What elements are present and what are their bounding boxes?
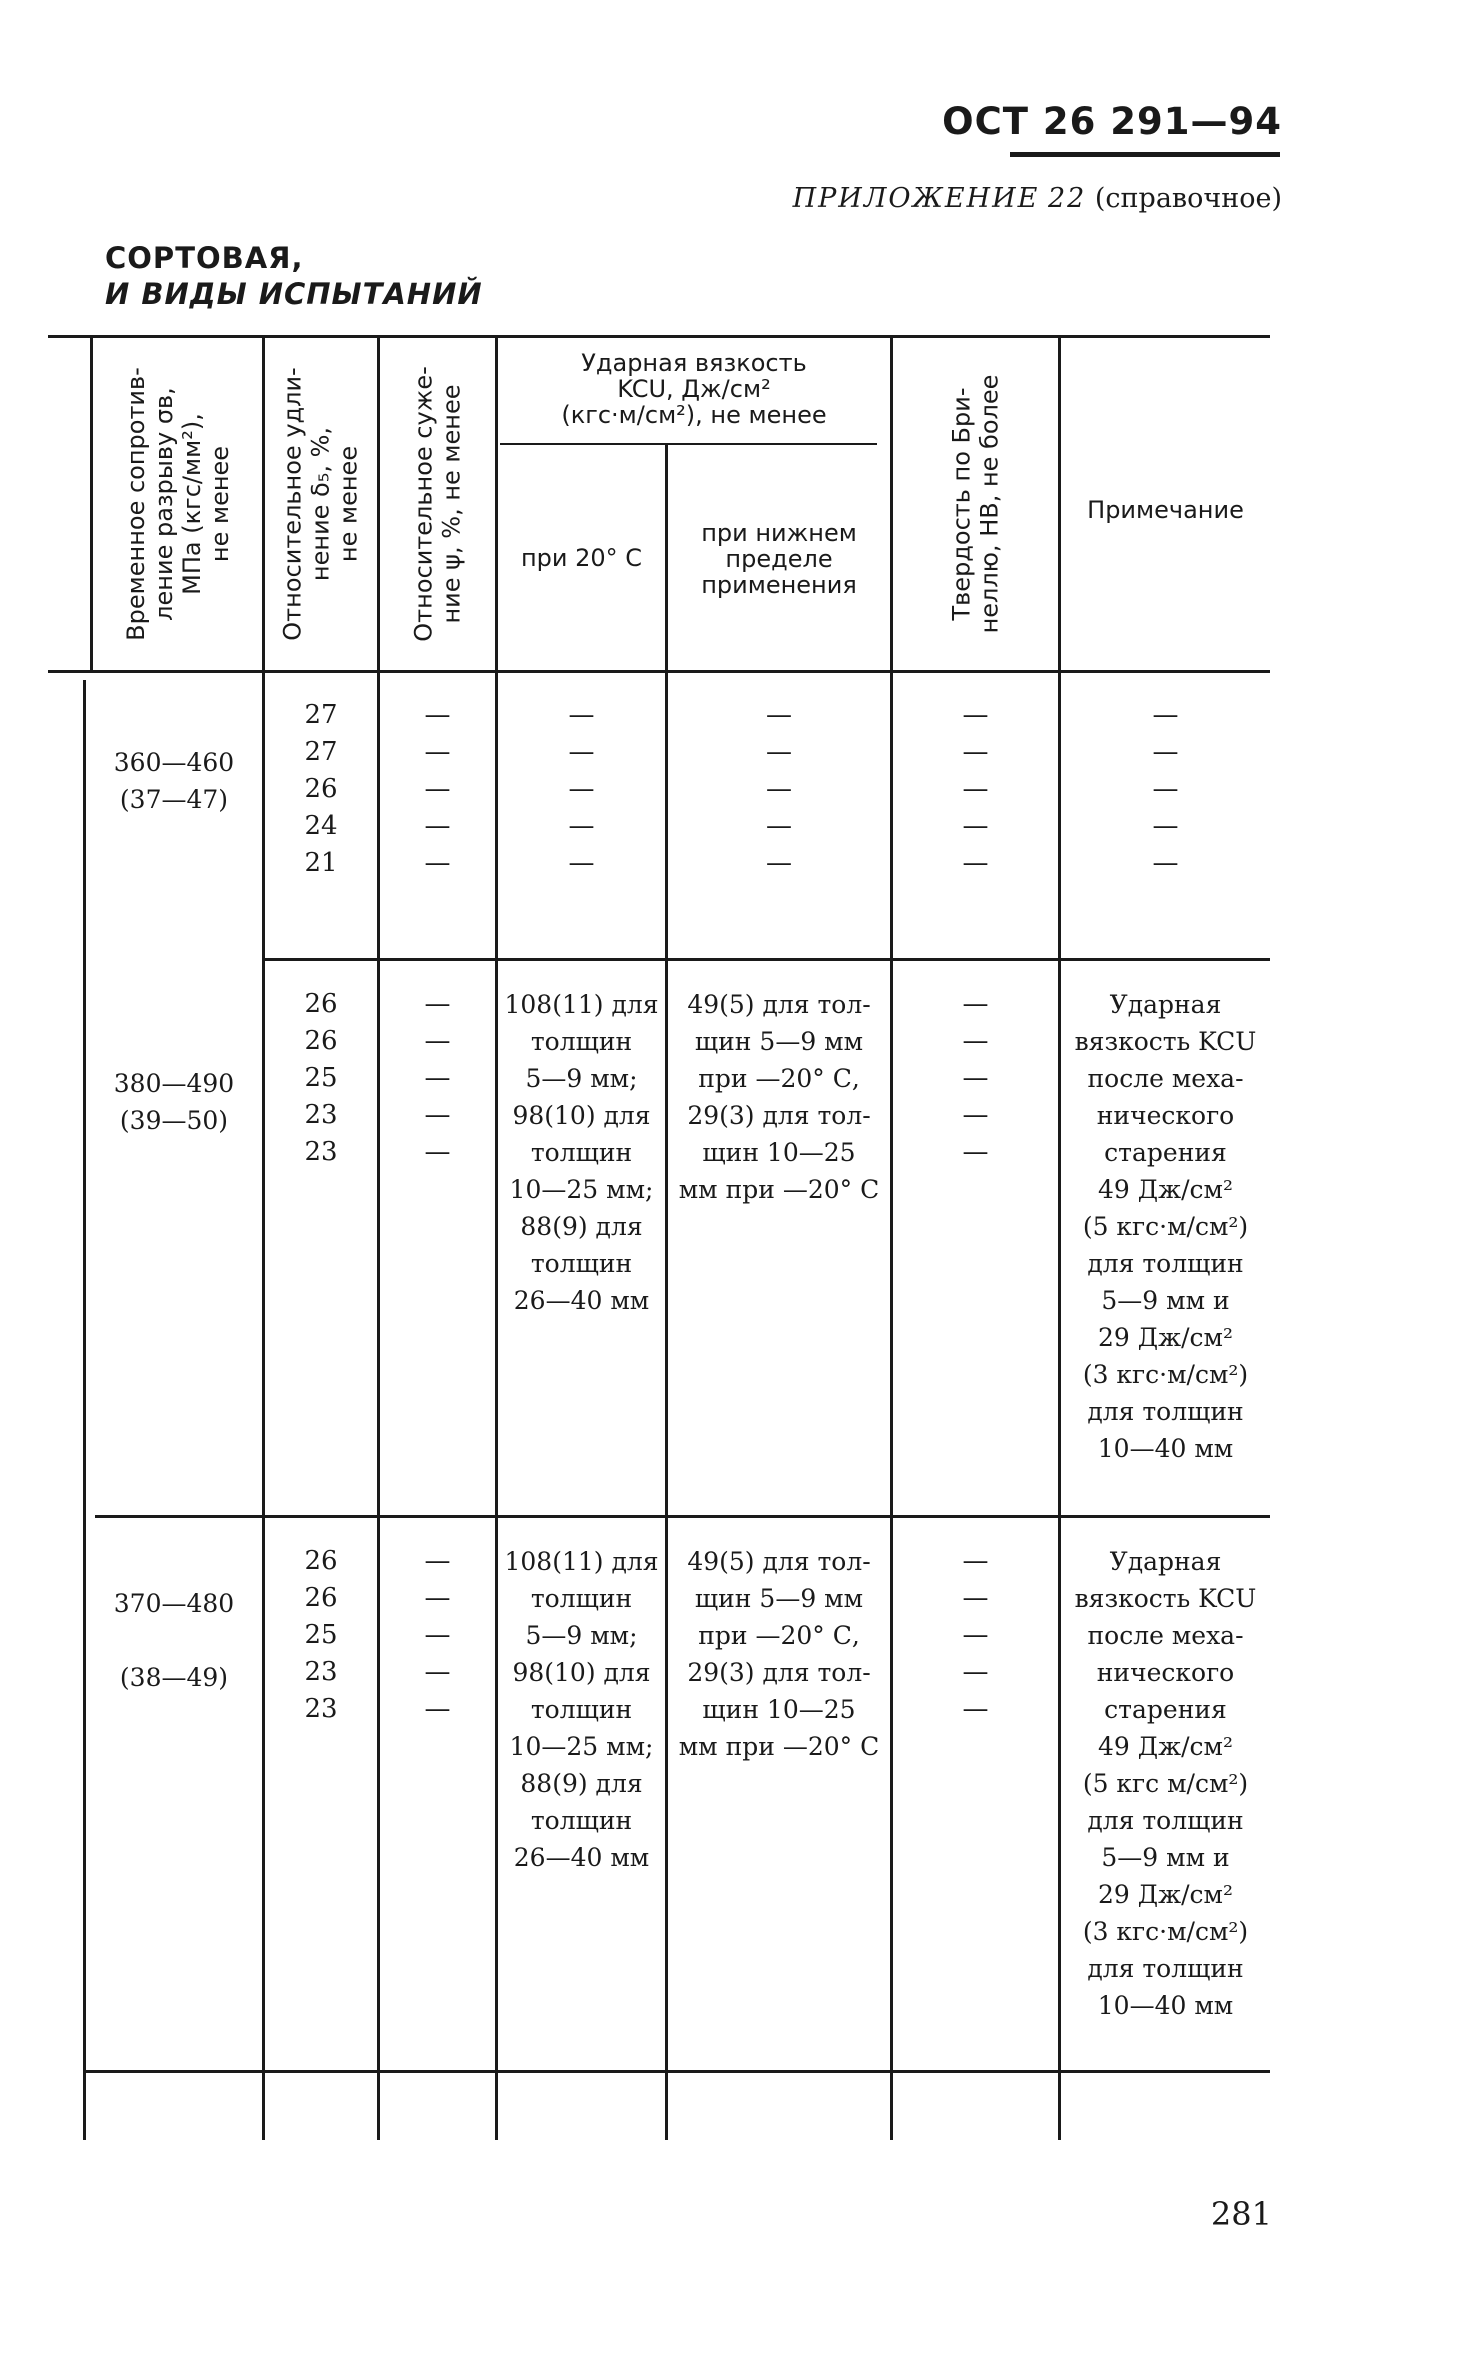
row2-impact-20: 108(11) для толщин 5—9 мм; 98(10) для толщин 10—25 мм; 88(9) для толщин 26—40 мм — [504, 990, 659, 1315]
header-elongation: Относительное удли- нение δ₅, %, не менее — [279, 367, 363, 641]
title-line-1: СОРТОВАЯ, — [105, 241, 304, 275]
header-bottom-rule — [48, 670, 1270, 673]
row1-elongation-5: 21 — [304, 848, 338, 878]
row3-elongation-1: 26 — [304, 1546, 338, 1576]
row1-contraction-4: — — [424, 811, 451, 841]
row2-note: Ударная вязкость KCU после меха- нического старения 49 Дж/см² (5 кгс·м/см²) для толщин 5—9 мм и 29 Дж/см² (3 кгс·м/см²) для толщин 10—40 мм — [1074, 990, 1257, 1463]
row1-impact-low: — — — — — — [766, 700, 792, 878]
row3-elongation-5: 23 — [304, 1694, 338, 1724]
header-contraction: Относительное суже- ние ψ, %, не менее — [409, 366, 466, 642]
row3-contraction-5: — — [424, 1694, 451, 1724]
row3-contraction-4: — — [424, 1657, 451, 1687]
row1-elongation-2: 27 — [304, 737, 338, 767]
row2-hardness: — — — — — — [962, 989, 989, 1167]
header-impact-20: при 20° С — [520, 544, 643, 572]
row1-hardness: — — — — — — [962, 700, 989, 878]
row2-elongation-3: 25 — [304, 1063, 338, 1093]
appendix-note: (справочное) — [1094, 183, 1282, 214]
impact-subheader-rule — [500, 443, 877, 445]
row2-elongation-2: 26 — [304, 1026, 338, 1056]
row1-tensile: 360—460 (37—47) — [113, 748, 235, 814]
row-separator-1 — [265, 958, 1270, 961]
page-number: 281 — [1210, 2195, 1272, 2233]
row3-contraction-3: — — [424, 1620, 451, 1650]
row2-contraction-5: — — [424, 1137, 451, 1167]
row3-impact-20: 108(11) для толщин 5—9 мм; 98(10) для толщин 10—25 мм; 88(9) для толщин 26—40 мм — [504, 1547, 659, 1872]
row3-contraction-2: — — [424, 1583, 451, 1613]
row3-contraction-1: — — [424, 1546, 451, 1576]
appendix-number: 22 — [1047, 183, 1087, 214]
row-separator-2 — [95, 1515, 1270, 1518]
row2-contraction-4: — — [424, 1100, 451, 1130]
title-line-2: И ВИДЫ ИСПЫТАНИЙ — [105, 277, 483, 311]
header-note: Примечание — [1087, 496, 1244, 524]
header-impact-low: при нижнем пределе применения — [701, 519, 857, 599]
row2-tensile: 380—490 (39—50) — [113, 1069, 235, 1135]
row1-contraction-2: — — [424, 737, 451, 767]
page-title — [105, 240, 483, 312]
row2-contraction-1: — — [424, 989, 451, 1019]
row2-elongation-1: 26 — [304, 989, 338, 1019]
appendix-label: ПРИЛОЖЕНИЕ — [792, 183, 1040, 214]
row3-elongation — [265, 1543, 377, 1728]
row3-note: Ударная вязкость KCU после меха- нического старения 49 Дж/см² (5 кгс м/см²) для толщин 5—9 мм и 29 Дж/см² (3 кгс·м/см²) для толщин 10—40 мм — [1074, 1547, 1257, 2020]
row2-elongation-4: 23 — [304, 1100, 338, 1130]
standard-number: ОСТ 26 291—94 — [942, 100, 1282, 143]
row1-elongation-3: 26 — [304, 774, 338, 804]
row3-hardness: — — — — — — [962, 1546, 989, 1724]
col-divider-left-body — [83, 680, 86, 2140]
row1-contraction-3: — — [424, 774, 451, 804]
row3-elongation-4: 23 — [304, 1657, 338, 1687]
header-hardness: Твердость по Бри- неллю, НВ, не более — [947, 374, 1004, 634]
row2-contraction-2: — — [424, 1026, 451, 1056]
header-tensile: Временное сопротив- ление разрыву σв, МПа (кгс/мм²), не менее — [121, 367, 234, 641]
row3-tensile: 370—480 (38—49) — [113, 1589, 235, 1692]
row3-elongation-3: 25 — [304, 1620, 338, 1650]
row3-impact-low: 49(5) для тол- щин 5—9 мм при —20° С, 29(3) для тол- щин 10—25 мм при —20° С — [678, 1547, 880, 1761]
row3-elongation-2: 26 — [304, 1583, 338, 1613]
row2-contraction — [380, 986, 495, 1171]
row2-elongation — [265, 986, 377, 1171]
row1-contraction-5: — — [424, 848, 451, 878]
row3-contraction — [380, 1543, 495, 1728]
row2-contraction-3: — — [424, 1063, 451, 1093]
header-impact-group: Ударная вязкость KCU, Дж/см² (кгс·м/см²), не менее — [561, 349, 827, 429]
standard-underline — [1010, 152, 1280, 157]
row2-elongation-5: 23 — [304, 1137, 338, 1167]
row1-contraction — [380, 697, 495, 882]
row1-elongation-4: 24 — [304, 811, 338, 841]
row1-elongation — [265, 697, 377, 882]
row1-contraction-1: — — [424, 700, 451, 730]
row1-elongation-1: 27 — [304, 700, 338, 730]
row1-note: — — — — — — [1152, 700, 1179, 878]
appendix-caption — [793, 183, 1282, 214]
row1-impact-20: — — — — — — [568, 700, 595, 878]
row2-impact-low: 49(5) для тол- щин 5—9 мм при —20° С, 29(3) для тол- щин 10—25 мм при —20° С — [678, 990, 880, 1204]
